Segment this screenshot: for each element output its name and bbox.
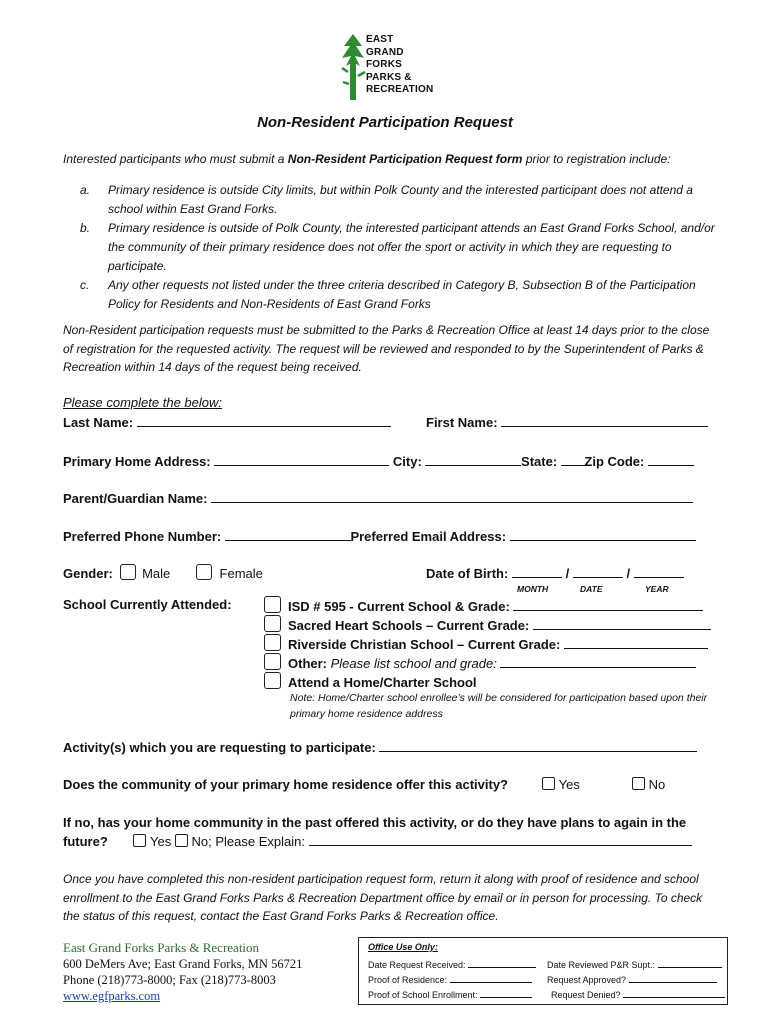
gender-label: Gender: (63, 566, 113, 581)
office-row (551, 988, 725, 1000)
first-name-field[interactable] (501, 414, 708, 427)
logo-line: GRAND (366, 46, 404, 58)
offer-question-row (63, 777, 508, 792)
school-option-home (264, 672, 477, 690)
footer-org: East Grand Forks Parks & Recreation (63, 940, 260, 955)
address-row (63, 453, 694, 469)
office-field[interactable] (629, 973, 717, 983)
address-field[interactable] (214, 453, 389, 466)
female-checkbox[interactable] (196, 564, 212, 580)
explain-field[interactable] (309, 833, 692, 846)
tree-icon (340, 32, 366, 100)
intro-bold: Non-Resident Participation Request form (287, 152, 523, 166)
list-item (80, 219, 720, 276)
other-field[interactable] (500, 655, 696, 668)
dob-separator: / (565, 566, 570, 581)
female-label: Female (219, 566, 263, 581)
isd-field[interactable] (513, 598, 703, 611)
office-row (368, 958, 536, 970)
office-label: Request Denied? (551, 990, 621, 1000)
submission-note: Non-Resident participation requests must be submitted to the Parks & Recreation Office at least 14 days prior to the close of registration for the requested activity. The request will be reviewed and responded to by the Superintendent of Parks & Recreation within 14 days of the request being received. (63, 323, 710, 374)
guardian-row (63, 490, 693, 506)
logo-line: FORKS (366, 59, 402, 70)
office-label: Date Reviewed P&R Supt.: (547, 960, 656, 970)
activity-label: Activity(s) which you are requesting to participate: (63, 740, 376, 755)
male-label: Male (142, 566, 171, 581)
first-name-label: First Name: (426, 415, 498, 430)
history-yes-checkbox[interactable] (133, 834, 146, 847)
footer-website-link[interactable]: www.egfparks.com (63, 989, 161, 1003)
email-field[interactable] (510, 528, 696, 541)
office-field[interactable] (480, 988, 532, 998)
office-label: Date Request Received: (368, 960, 466, 970)
list-item (80, 276, 720, 314)
dob-separator: / (626, 566, 631, 581)
history-no-checkbox[interactable] (175, 834, 188, 847)
riverside-field[interactable] (564, 636, 708, 649)
school-option-isd (264, 596, 703, 614)
logo-line: EAST (366, 34, 394, 45)
footer-address: 600 DeMers Ave; East Grand Forks, MN 56721 (63, 957, 303, 971)
history-question-end: future? (63, 834, 108, 849)
logo (340, 32, 440, 100)
riverside-checkbox[interactable] (264, 634, 281, 651)
office-use-heading: Office Use Only: (368, 942, 438, 952)
office-row (368, 973, 532, 985)
other-label: Other: (288, 656, 331, 671)
school-option-sacred-heart (264, 615, 711, 633)
intro-text (63, 152, 671, 166)
list-text: Primary residence is outside City limits, but within Polk County and the interested participant does not attend a school within East Grand Forks. (108, 183, 693, 216)
office-row (368, 988, 532, 1000)
gender-row (63, 564, 263, 581)
dob-row (426, 565, 684, 581)
offer-question: Does the community of your primary home residence offer this activity? (63, 777, 508, 792)
state-field[interactable] (561, 453, 585, 466)
list-marker: b. (80, 221, 91, 235)
logo-line: RECREATION (366, 84, 434, 95)
list-text: Primary residence is outside of Polk County, the interested participant attends an East Grand Forks School, and/or the community of their primary residence does not offer the sport or activity in which they are requesting to participate. (108, 221, 715, 273)
zip-field[interactable] (648, 453, 694, 466)
footer-phone: Phone (218)773-8000; Fax (218)773-8003 (63, 973, 276, 987)
history-question: If no, has your home community in the past offered this activity, or do they have plans to again in the (63, 815, 687, 830)
office-row (547, 958, 722, 970)
dob-month-caption: MONTH (517, 584, 549, 594)
offer-yes-label: Yes (558, 777, 580, 792)
other-hint: Please list school and grade: (330, 656, 497, 671)
office-field[interactable] (450, 973, 532, 983)
sacred-heart-field[interactable] (533, 617, 711, 630)
office-label: Proof of School Enrollment: (368, 990, 478, 1000)
city-field[interactable] (425, 453, 521, 466)
office-use-box (358, 937, 728, 1005)
dob-date-field[interactable] (573, 565, 623, 578)
office-label: Request Approved? (547, 975, 627, 985)
office-field[interactable] (623, 988, 725, 998)
school-option-other (264, 653, 696, 671)
phone-field[interactable] (225, 528, 351, 541)
dob-month-field[interactable] (512, 565, 562, 578)
sacred-heart-label: Sacred Heart Schools – Current Grade: (288, 618, 530, 633)
offer-no (632, 777, 665, 792)
dob-label: Date of Birth: (426, 566, 509, 581)
male-checkbox[interactable] (120, 564, 136, 580)
dob-year-caption: YEAR (645, 584, 669, 594)
activity-row (63, 739, 697, 755)
zip-label: Zip Code: (584, 454, 645, 469)
list-text: Any other requests not listed under the three criteria described in Category B, Subsection B of the Participation Policy for Residents and Non-Residents of East Grand Forks (108, 278, 696, 311)
guardian-field[interactable] (211, 490, 693, 503)
history-yes-label: Yes (150, 834, 172, 849)
list-marker: c. (80, 278, 90, 292)
intro-suffix: prior to registration include: (522, 152, 671, 166)
last-name-label: Last Name: (63, 415, 134, 430)
school-option-riverside (264, 634, 708, 652)
history-no-label: No; Please Explain: (191, 834, 305, 849)
offer-no-checkbox[interactable] (632, 777, 645, 790)
closing-text: Once you have completed this non-resident participation request form, return it along with proof of residence and school enrollment to the East Grand Forks Parks & Recreation Department office by email or in person for processing. To check the status of this request, contact the East Grand Forks Parks & Recreation office. (63, 872, 703, 923)
office-field[interactable] (658, 958, 722, 968)
phone-label: Preferred Phone Number: (63, 529, 222, 544)
office-row (547, 973, 717, 985)
last-name-field[interactable] (137, 414, 391, 427)
guardian-label: Parent/Guardian Name: (63, 491, 208, 506)
email-label: Preferred Email Address: (350, 529, 507, 544)
list-item (80, 181, 720, 219)
isd-checkbox[interactable] (264, 596, 281, 613)
isd-label: ISD # 595 - Current School & Grade: (288, 599, 510, 614)
office-label: Proof of Residence: (368, 975, 448, 985)
activity-field[interactable] (379, 739, 697, 752)
last-name-row (63, 414, 391, 430)
state-label: State: (521, 454, 558, 469)
address-label: Primary Home Address: (63, 454, 211, 469)
first-name-row (426, 414, 708, 430)
logo-line: PARKS & (366, 71, 412, 83)
page-title: Non-Resident Participation Request (257, 114, 513, 131)
home-school-checkbox[interactable] (264, 672, 281, 689)
offer-no-label: No (648, 777, 666, 792)
contact-row (63, 528, 696, 544)
office-field[interactable] (468, 958, 536, 968)
intro-prefix: Interested participants who must submit a (63, 152, 288, 166)
offer-yes (542, 777, 580, 792)
offer-yes-checkbox[interactable] (542, 777, 555, 790)
history-answer-row (63, 833, 692, 849)
school-label: School Currently Attended: (63, 597, 232, 612)
city-label: City: (392, 454, 422, 469)
riverside-label: Riverside Christian School – Current Grade: (288, 637, 561, 652)
dob-year-field[interactable] (634, 565, 684, 578)
criteria-list (80, 181, 720, 314)
footer-contact (63, 940, 302, 1004)
home-school-label: Attend a Home/Charter School (288, 675, 477, 690)
form-heading: Please complete the below: (63, 395, 222, 410)
dob-date-caption: DATE (580, 584, 603, 594)
school-note: Note: Home/Charter school enrollee’s will be considered for participation based upon their primary home residence address (290, 692, 708, 720)
sacred-heart-checkbox[interactable] (264, 615, 281, 632)
list-marker: a. (80, 183, 91, 197)
other-checkbox[interactable] (264, 653, 281, 670)
